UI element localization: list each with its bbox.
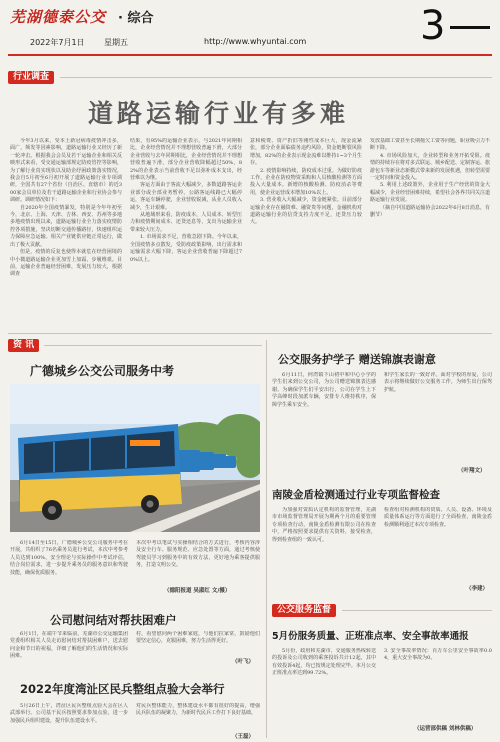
industry-bottom-rule bbox=[8, 333, 492, 334]
industry-col3-p2: 2. 疫情影响持续，防疫成本过重。为做好防疫工作，企业在防疫物资采购和人员核酸检测等方面投入大量成本。新增的核酸检测、防疫消杀等费用，使企业运营成本增加10%以上。 bbox=[250, 167, 362, 196]
volunteer-body-right bbox=[384, 372, 492, 462]
volunteer-credit: （叶翔文） bbox=[458, 468, 486, 474]
industry-col4-p3: 5. 利用上述政策外，企业用于生产经营的资金大幅减少，企业经营困难持续，希望社会各界共同关注道路运输行业发展。 bbox=[370, 182, 490, 204]
news-c-body-2: 对民兵整体能力，整体建设水平都有很好的提高，增强民兵队伍的凝聚力，为新时代民兵工作打下良好基础。 bbox=[136, 703, 260, 717]
news-b-body-right bbox=[136, 631, 260, 655]
masthead-logo: 芜湖德泰公交 bbox=[10, 8, 107, 26]
supervision-body-2: 检查组对检测机构的资质、人员、设备、环境及质量体系运行等方面进行了全面检查，南陵金盾检测顺利通过本次专项检查。 bbox=[384, 507, 492, 528]
monthly-body-2: 3. 安全事故率情况：百万车公里安全事故率0.04，重大安全事故为0。 bbox=[384, 648, 492, 662]
news-b-body-1: 6月1日，在端午节来临前，芜湖市公交运输集团党委组织相关人员走访慰问结对帮扶困难户，送去慰问金和节日的祝福，详细了解他们的生活情况和实际困难。 bbox=[10, 631, 128, 660]
industry-tag-rule bbox=[60, 77, 492, 78]
bus-photo bbox=[10, 384, 260, 532]
industry-col3-p1: 意和税费、资产折旧等刚性成本巨大，现金流紧张，部分企业面临债务违约风险，资金链断裂风险增加，82%的企业表示现金流难以维持1~3个月生存。 bbox=[250, 138, 362, 167]
news-b-body-left bbox=[10, 631, 128, 663]
news-c-credit: （王磊） bbox=[232, 734, 255, 740]
monthly-credit: （运营部供稿 刘林供稿） bbox=[414, 726, 477, 732]
news-a-body-1: 6月14日至15日，广德城乡公交公司服务中考在开展，共组织了76名乘务员进行考试，本次中考参考人员达到100%，安全理论与实际操作中考试评估，结合岗位需求，进一步提升乘务员的服务意识和驾驶技能，确保优质服务。 bbox=[10, 540, 128, 576]
industry-col2-p2: 客运方面由于客流大幅减少，多数道路客运企业部分或全部业务暂停。公路客运线路已大幅停运，客运车辆停驶，企业营收锐减，从业人员收入减少，生计艰难。 bbox=[130, 182, 242, 211]
volunteer-body-left bbox=[272, 372, 376, 476]
volunteer-body-1: 6月11日，何湾镇下山初中和中心小学的学生们来到公交公司，为公司赠送锦旗表达感谢。为确保学生们平安出行，公司在学生上下学高峰时段加派车辆，安排专人维持秩序，保障学生乘车安全。 bbox=[272, 372, 376, 408]
news-c-headline: 2022年度湾沚区民兵整组点验大会举行 bbox=[20, 682, 225, 696]
industry-col2 bbox=[130, 138, 242, 326]
news-a-body-2: 本次中考以笔试与实操相结合的方式进行，考核内容涉及安全行车、服务规范、应急处置等方面，通过考核使驾驶员学习到服务中的有效方法，更好地为乘客提供服务，打造文明公交。 bbox=[136, 540, 260, 569]
monthly-body-right bbox=[384, 648, 492, 716]
masthead-section: · 综合 bbox=[118, 11, 154, 26]
masthead-rule bbox=[8, 54, 492, 56]
industry-col1-p2: 自2020年全国疫情暴发，特别是今年年初至今，北京、上海、天津、吉林、西安、苏州等多地多地疫情出现以来，道路运输行业全力落实疫情防控各项措施，坚决切断交通传播路径，快速组织运力保障应急运输。相关产业链供应链正常运行，做出了极大贡献。 bbox=[10, 204, 122, 248]
photo-bus-main bbox=[18, 424, 182, 520]
supervision-credit: （李建） bbox=[466, 586, 489, 592]
monthly-body-1: 5月份，政府和芜湖市、交通服务热线转送的投诉及公司收到的乘客投诉共计12起，其中有效投诉4起，均已按规定处理完毕。本月公交正班准点率达到99.72%。 bbox=[272, 648, 376, 677]
supervision-headline: 南陵金盾检测通过行业专项监督检查 bbox=[272, 489, 440, 501]
section-tag-monthly: 公交服务监督 bbox=[272, 604, 336, 617]
column-divider bbox=[266, 340, 267, 738]
supervision-body-left bbox=[272, 507, 376, 591]
volunteer-headline: 公交服务护学子 赠送锦旗表谢意 bbox=[278, 353, 436, 366]
news-tag-rule bbox=[44, 345, 262, 346]
section-tag-industry: 行业调查 bbox=[8, 71, 54, 84]
industry-col3 bbox=[250, 138, 362, 326]
news-c-body-left bbox=[10, 703, 128, 739]
masthead-weekday: 星期五 bbox=[104, 38, 128, 47]
news-b-body-2: 村，看望慰问两个困难家庭，与他们拉家常，鼓励他们要坚定信心，克服困难，努力生活得更好。 bbox=[136, 631, 260, 645]
masthead-website[interactable]: http://www.whyuntai.com bbox=[204, 37, 307, 46]
news-a-body-right bbox=[136, 540, 260, 584]
industry-col4-p4: （摘自中国道路运输协会2022年6月8日消息，有删节） bbox=[370, 204, 490, 219]
news-c-body-1: 5月26日上午，湾沚区民兵整组点验大会在区人武部举行。公司基干民兵按照要求参加点验，进一步加强民兵组织建设，提升队伍建设水平。 bbox=[10, 703, 128, 724]
news-a-body-left bbox=[10, 540, 128, 584]
news-a-credit: （德阳报道 吴淑红 文/摄） bbox=[164, 588, 231, 594]
supervision-body-right bbox=[384, 507, 492, 579]
masthead-date: 2022年7月1日 bbox=[30, 38, 85, 47]
supervision-body-1: 为加强对资质认定机构的监督管理，芜湖市市场监督管理局开展为期两个月的重要管理专项检查行动，南陵金盾检测有限公司在检查中，严格按照要求提供有关资料，接受检查，得到检查组的一致认可。 bbox=[272, 507, 376, 543]
industry-col4-p2: 4. 市场风险加大，企业转型和业务开拓受阻。疫情的持续存在将对多式联运、城乡配送、定制客运、旅游包车等新业态新模式带来新的发展机遇，但转型需要一定时间和资金投入。 bbox=[370, 152, 490, 182]
industry-col4 bbox=[370, 138, 490, 326]
volunteer-body-2: 和学生家长的一致好评。面对学校的厚爱，公司表示将继续做好公交服务工作，为师生出行保驾护航。 bbox=[384, 372, 492, 393]
industry-col1-p3: 但是，疫情的反复也使得本就危在经营困境的中小微道路运输企业更加雪上加霜，步履维艰。目前，运输企业普遍经营困难，发展压力较大，根据调查 bbox=[10, 249, 122, 278]
news-b-headline: 公司慰问结对帮扶困难户 bbox=[50, 613, 177, 627]
industry-col3-p3: 3. 营业收入大幅减少，资金链紧张。目前部分运输企业存在融资难、融资贵等问题，金融机构对道路运输行业的信贷支持力度不足，还贷压力较大。 bbox=[250, 197, 362, 226]
industry-col1-p1: 今年3月以来，受本土新冠病毒疫情冲击多，面广，频发等因素影响，道路运输行业又经历了新一轮冲击。根据我会会员及若干运输企业和相关反映形式来看，受交通运输部规定防疫管控等影响，为了解行业真实现状以及助企纾困政策落实情况，我会自5月初至6月初开展了道路运输行业专项调研，全国共有27个省份（自治区、直辖市）的近300家会员单位及若干道路运输企业和行业协会参与调研。调研情况如下： bbox=[10, 138, 122, 204]
news-c-body-right bbox=[136, 703, 260, 733]
masthead bbox=[0, 0, 500, 58]
industry-col2-p3: 从地域形来看，防疫成本，人员成本、转型压力和疫情期间成本、还贷还息等，支出为运输企业带来较大压力。 bbox=[130, 212, 242, 233]
monthly-body-left bbox=[272, 648, 376, 734]
industry-col2-p1: 结果，有95%的运输企业表示，与2021年同期相比，企业经营情况并不理想营收普遍下滑，大部分企业营收与去年同期相比，企业经营情况并不理想营收普遍下滑，部分企业营收降幅超过50%，82%的企业表示当前营收不足以弥补成本支出，经营难以为继。 bbox=[130, 138, 242, 182]
masthead-dash bbox=[450, 26, 490, 29]
industry-col2-p4: 1. 市场需求不足，营收急剧下降。今年以来，全国疫情多点散发，受防疫政策影响，出行需求和运输需求大幅下降，客运企业营收普遍下降超过70%以上。 bbox=[130, 234, 242, 263]
page-number: 3 bbox=[420, 3, 446, 49]
section-tag-news: 资 讯 bbox=[8, 339, 39, 352]
industry-headline: 道路运输行业有多难 bbox=[88, 99, 350, 128]
monthly-tag-rule bbox=[342, 610, 492, 611]
monthly-headline: 5月份服务质量、正班准点率、安全事故率通报 bbox=[272, 631, 469, 642]
news-a-headline: 广德城乡公交公司服务中考 bbox=[30, 364, 175, 378]
industry-col1 bbox=[10, 138, 122, 326]
industry-col4-p1: 发放基础工资甚至长期拖欠工资等问题，职业吸引力不断下降。 bbox=[370, 138, 490, 152]
news-b-credit: （叶飞） bbox=[232, 659, 255, 665]
